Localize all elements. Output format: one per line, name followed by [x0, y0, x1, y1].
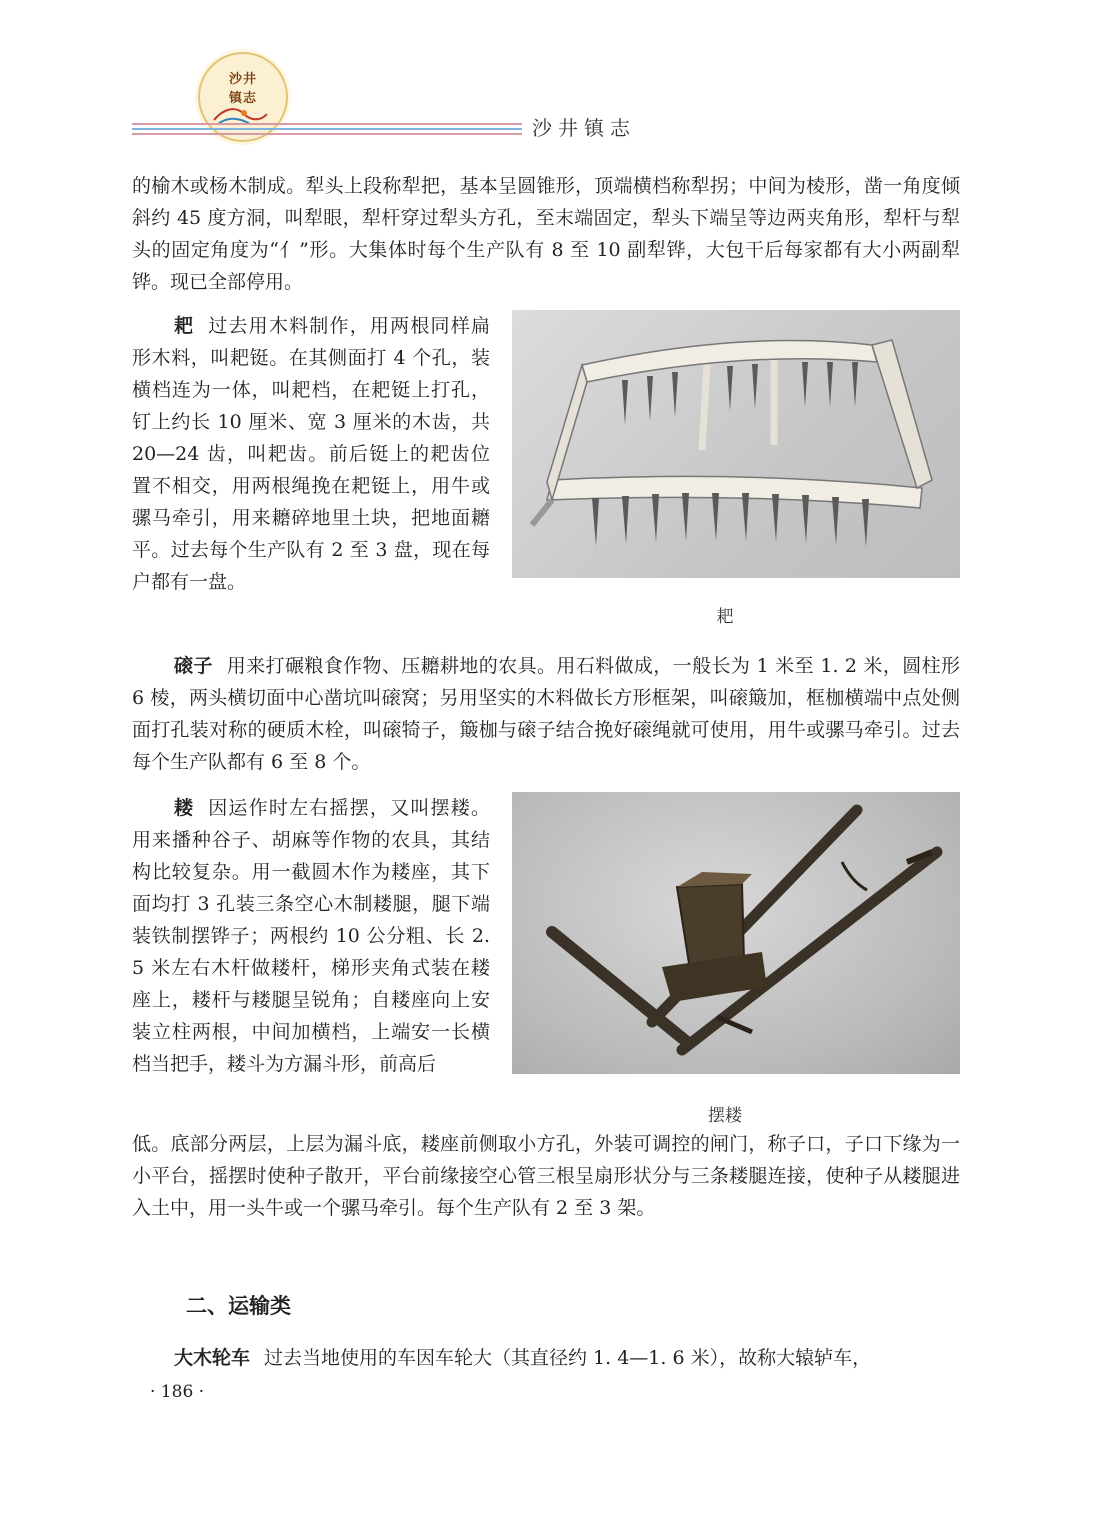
seeder-illustration — [512, 792, 960, 1074]
harrow-caption: 耙 — [716, 607, 734, 627]
page-number: · 186 · — [150, 1382, 205, 1402]
running-title: 沙井镇志 — [532, 116, 636, 140]
header-rule-pink — [132, 123, 522, 125]
section-heading-transport: 二、运输类 — [186, 1294, 291, 1318]
seeder-text: 因运作时左右摇摆，又叫摆耧。用来播种谷子、胡麻等作物的农具，其结构比较复杂。用一截圆木作为耧座，其下面均打 3 孔装三条空心木制耧腿，腿下端装铁制摆铧子；两根约 10 公分粗、长 2. 5 米左右木杆做耧杆，梯形夹角式装在耧座上，耧杆与耧腿呈锐角；自耧座向上安装立柱两根，中间加横档，上端安一长横档当把手，耧斗为方漏斗形，前高后 — [132, 797, 490, 1075]
paragraph-plow-continued: 的榆木或杨木制成。犁头上段称犁把，基本呈圆锥形，顶端横档称犁拐；中间为棱形，凿一角度倾斜约 45 度方洞，叫犁眼，犁杆穿过犁头方孔，至末端固定，犁头下端呈等边两夹角形，犁杆与犁头的固定角度为“亻”形。大集体时每个生产队有 8 至 10 副犁铧，大包干后每家都有大小两副犁铧。现已全部停用。 — [132, 175, 960, 293]
logo-text-line2: 镇志 — [228, 91, 257, 106]
paragraph-roller — [132, 650, 960, 778]
seeder-caption: 摆耧 — [708, 1106, 742, 1126]
header-rule-pink-bottom — [132, 133, 522, 135]
paragraph-seeder-continued: 低。底部分两层，上层为漏斗底，耧座前侧取小方孔，外装可调控的闸门，称子口，子口下缘为一小平台，摇摆时使种子散开，平台前缘接空心管三根呈扇形状分与三条耧腿连接，使种子从耧腿进入土中，用一头牛或一个骡马牵引。每个生产队有 2 至 3 架。 — [132, 1133, 960, 1219]
seeder-photo — [512, 792, 960, 1074]
roller-text: 用来打碾粮食作物、压耱耕地的农具。用石料做成，一般长为 1 米至 1. 2 米，圆柱形 6 棱，两头横切面中心凿坑叫磙窝；另用坚实的木料做长方形框架，叫磙簸加，框枷横端中点处侧面打孔装对称的硬质木栓，叫磙犄子，簸枷与磙子结合挽好磙绳就可使用，用牛或骡马牵引。过去每个生产队都有 6 至 8 个。 — [132, 655, 960, 773]
term-seeder: 耧 — [174, 797, 195, 819]
term-roller: 磙子 — [174, 655, 213, 677]
term-harrow: 耙 — [174, 315, 195, 337]
cart-text: 过去当地使用的车因车轮大（其直径约 1. 4—1. 6 米），故称大辕轳车， — [264, 1347, 872, 1369]
paragraph-seeder — [132, 792, 490, 1080]
header-rule-blue — [132, 128, 522, 130]
harrow-text: 过去用木料制作，用两根同样扁形木料，叫耙铤。在其侧面打 4 个孔，装横档连为一体，叫耙档，在耙铤上打孔，钉上约长 10 厘米、宽 3 厘米的木齿，共 20—24 齿，叫耙齿。前后铤上的耙齿位置不相交，用两根绳挽在耙铤上，用牛或骡马牵引，用来耱碎地里土块，把地面耱平。过去每个生产队有 2 至 3 盘，现在每户都有一盘。 — [132, 315, 490, 593]
harrow-photo — [512, 310, 960, 578]
logo-text-line1: 沙井 — [228, 72, 257, 87]
term-cart: 大木轮车 — [174, 1347, 251, 1369]
paragraph-cart — [132, 1342, 960, 1374]
harrow-illustration — [512, 310, 960, 578]
paragraph-harrow — [132, 310, 490, 598]
page-header — [0, 0, 1093, 150]
